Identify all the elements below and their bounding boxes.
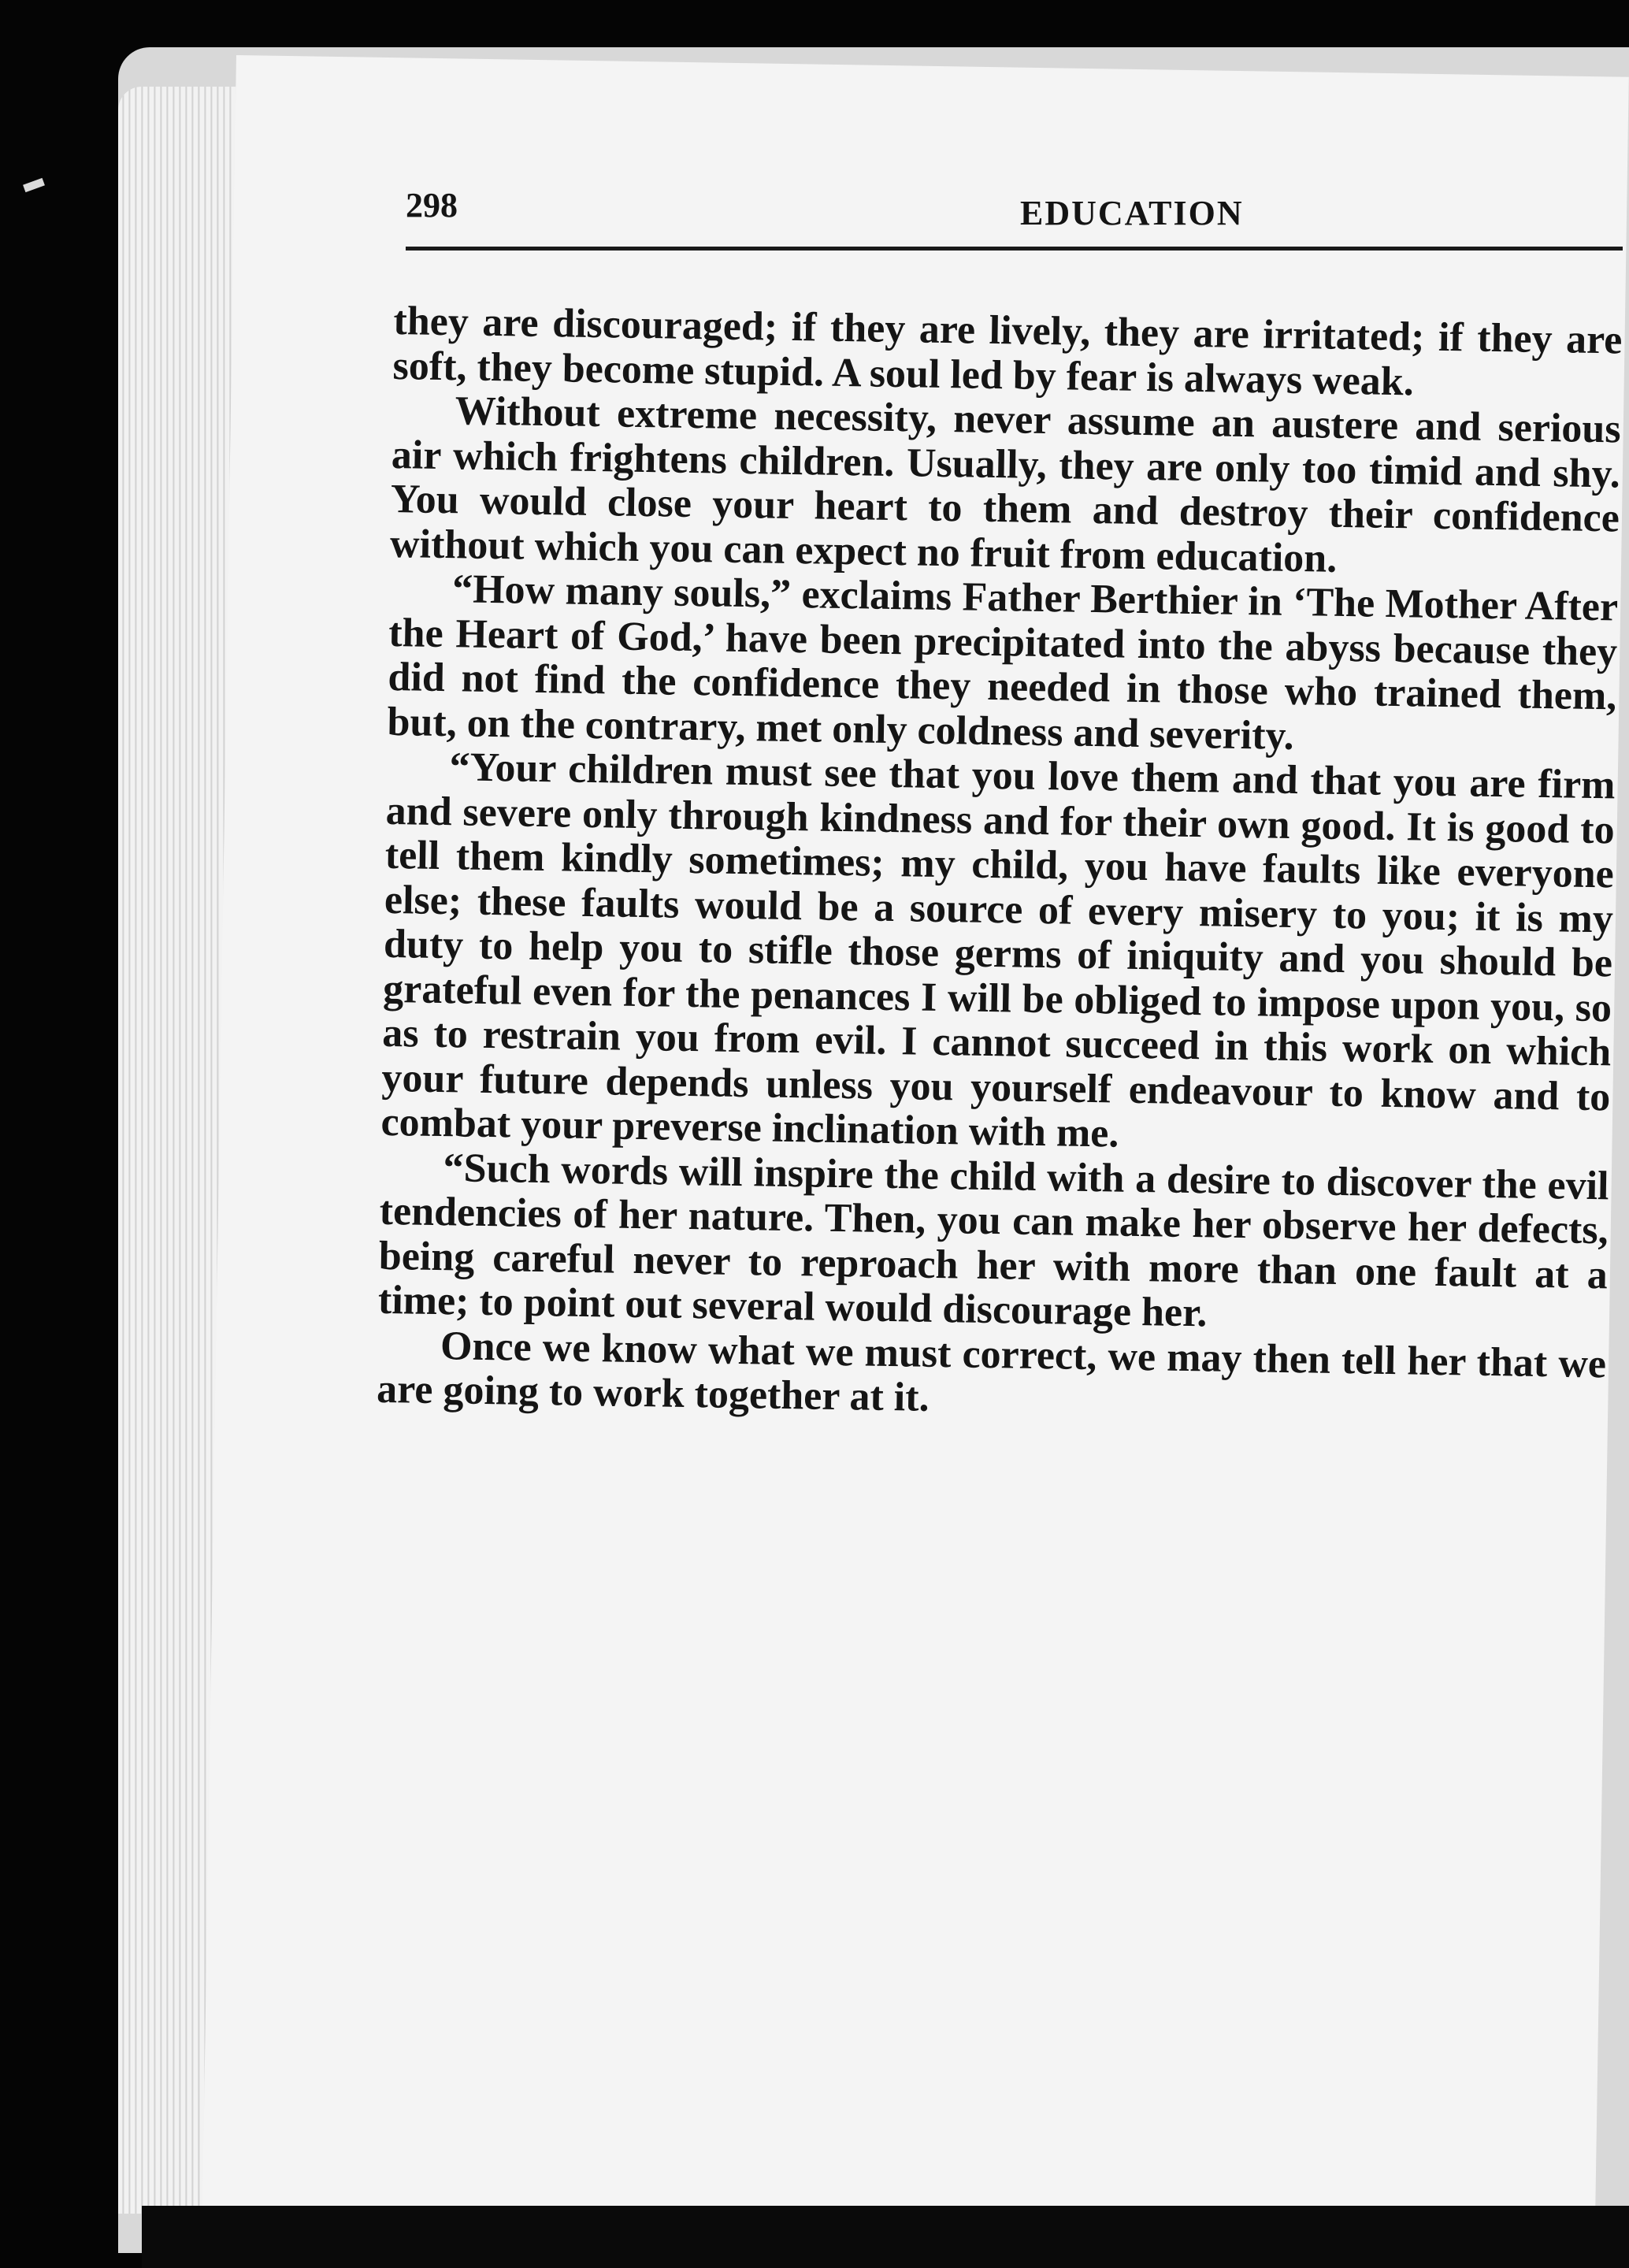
paragraph: “How many souls,” exclaims Father Berthier in ‘The Mother After the Heart of God,’ have been precipitated into the abyss because they did not find the confidence they needed in those who trained them, but, on the contrary, met only coldness and severity. bbox=[387, 566, 1619, 759]
body-text bbox=[377, 299, 1623, 1431]
paragraph: “Such words will inspire the child with a desire to discover the evil tendencies of her nature. Then, you can make her observe her defects, being careful never to reproach her with more than one fault at a time; to point out several would discourage her. bbox=[377, 1145, 1609, 1336]
page-number: 298 bbox=[406, 186, 458, 225]
paragraph: Once we know what we must correct, we may then tell her that we are going to work together at it. bbox=[376, 1323, 1607, 1420]
scan-mark bbox=[23, 178, 45, 192]
paragraph: Without extreme necessity, never assume an austere and serious air which frightens children. Usually, they are only too timid and shy. You would close your heart to them and destroy their confidence without which you can expect no fruit from education. bbox=[389, 388, 1622, 581]
header-rule bbox=[406, 247, 1623, 251]
bottom-edge bbox=[142, 2206, 1629, 2268]
paragraph: they are discouraged; if they are lively, they are irritated; if they are soft, they become stupid. A soul led by fear is always weak. bbox=[392, 299, 1623, 404]
paragraph: “Your children must see that you love them and that you are firm and severe only through kindness and for their own good. It is good to tell them kindly sometimes; my child, you have faults like everyone else; these faults would be a source of every misery to you; it is my duty to help you to stifle those germs of iniquity and you should be grateful even for the penances I will be obliged to impose upon you, so as to restrain you from evil. I cannot succeed in this work on which your future depends unless you yourself endeavour to know and to combat your preverse inclination with me. bbox=[380, 744, 1616, 1156]
running-title: EDUCATION bbox=[1020, 194, 1244, 232]
